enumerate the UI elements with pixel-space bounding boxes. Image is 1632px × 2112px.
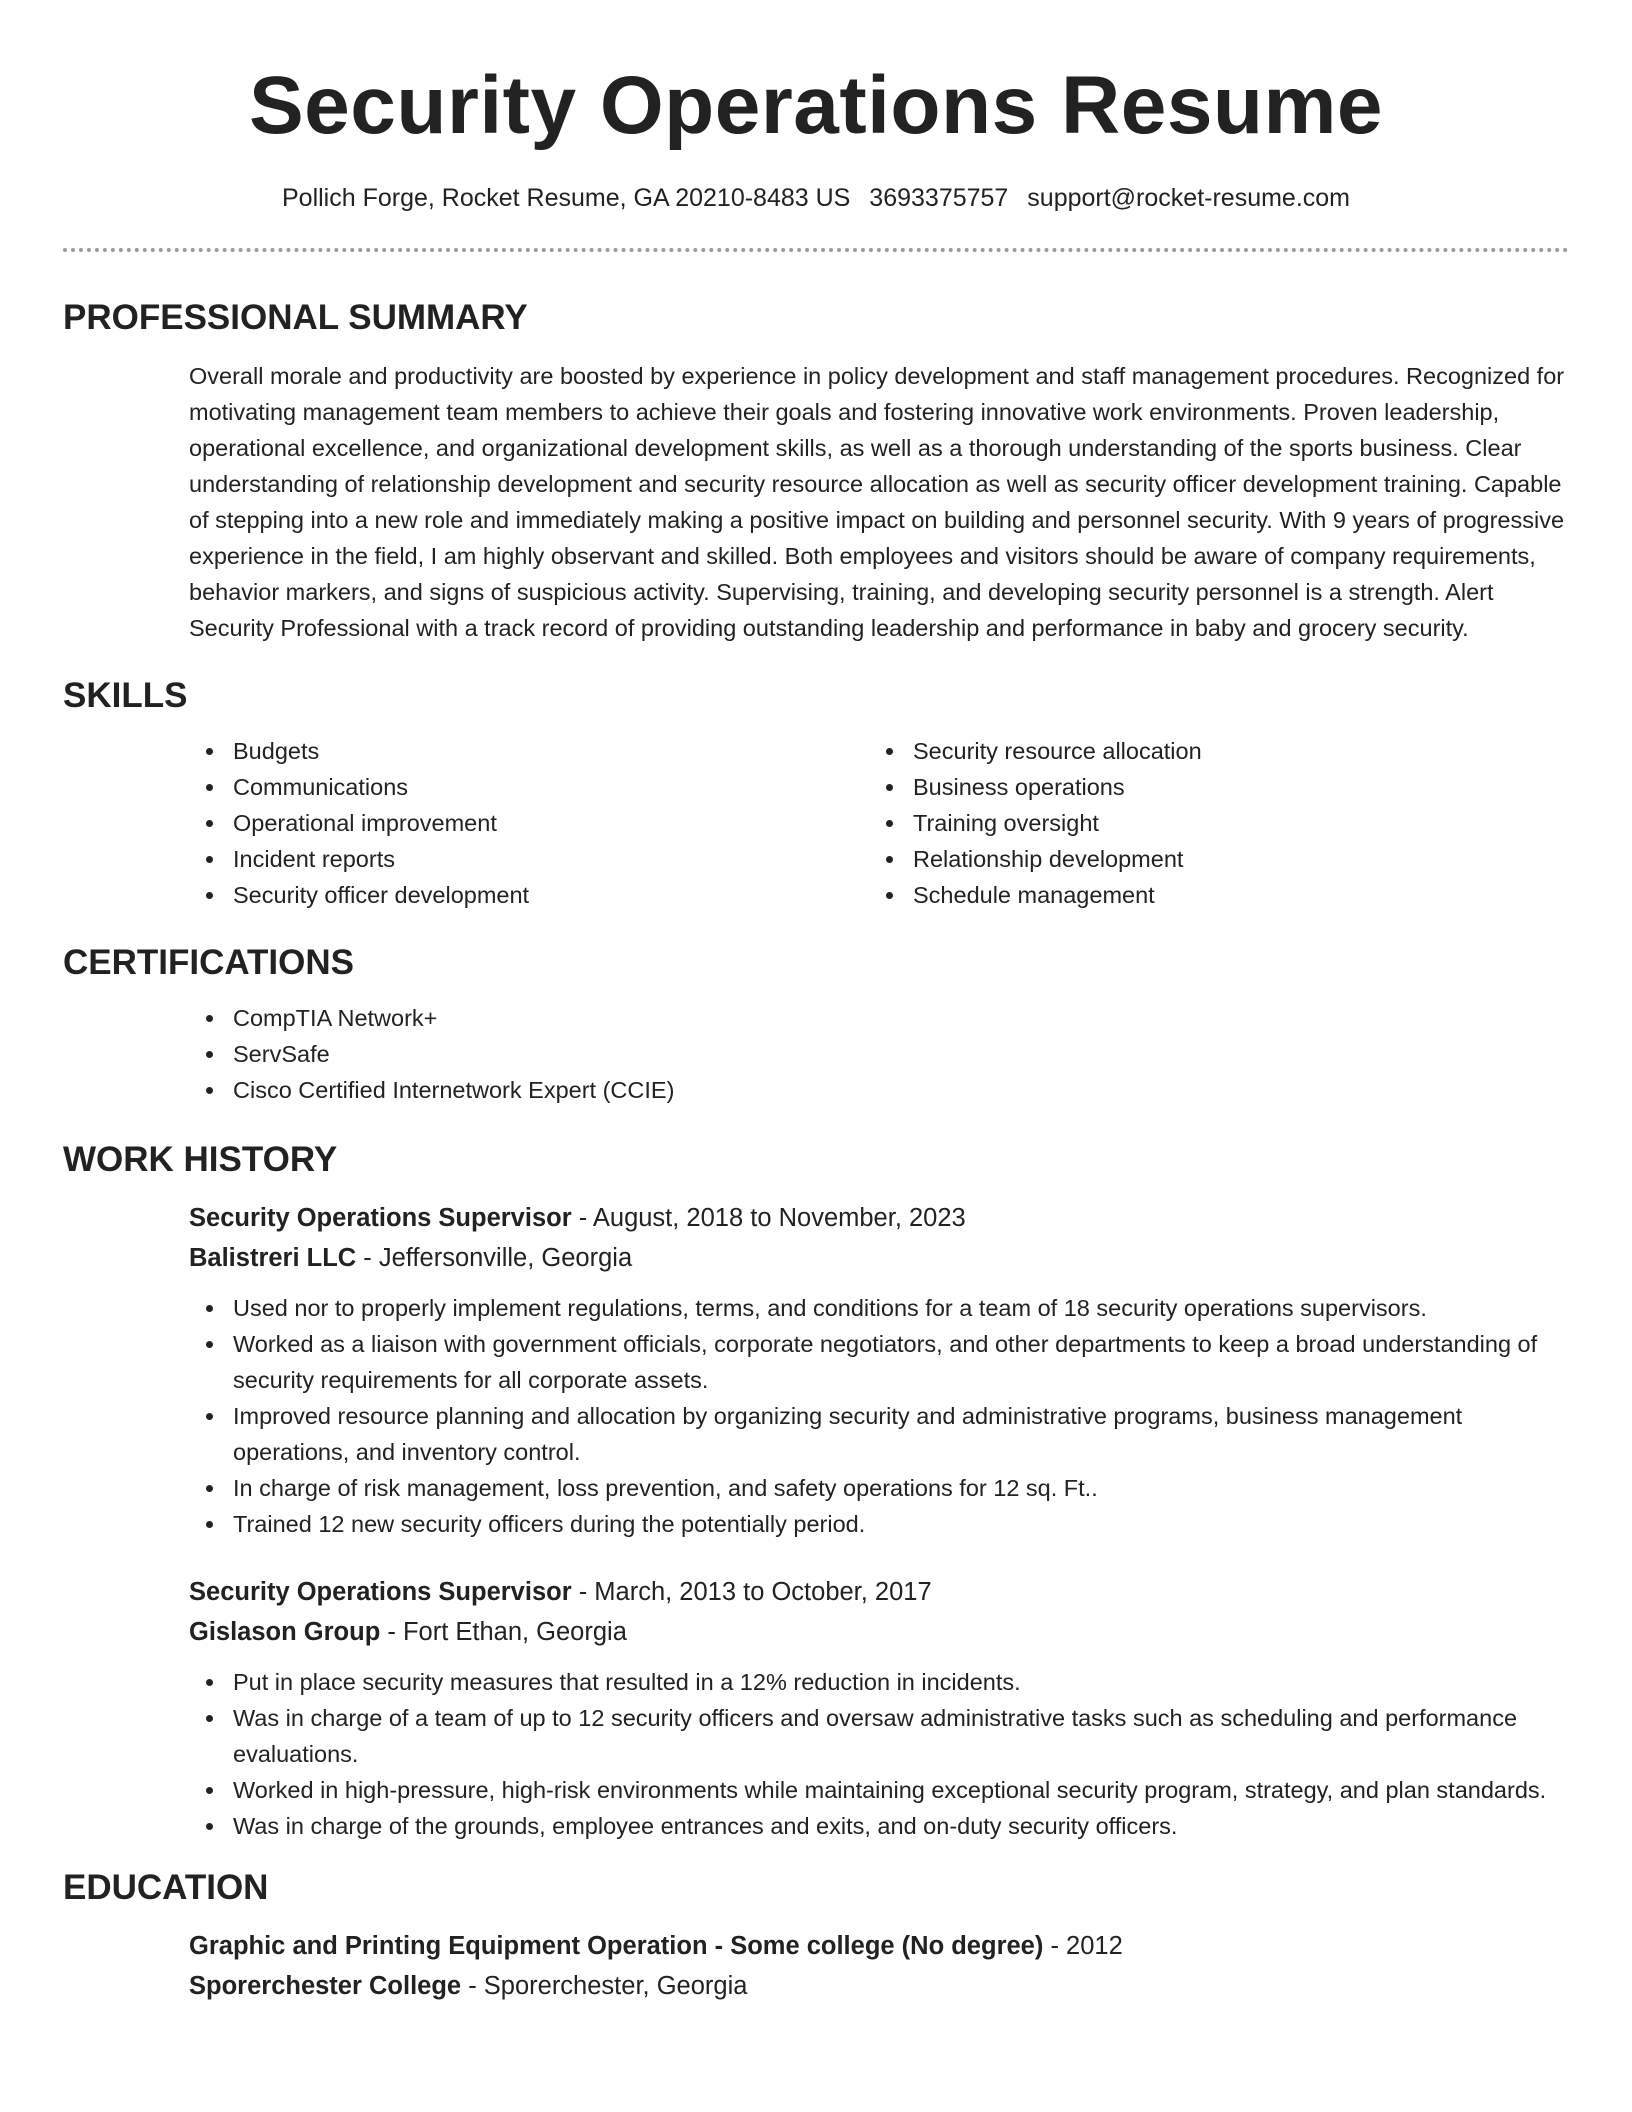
skills-grid xyxy=(189,733,1569,913)
contact-email: support@rocket-resume.com xyxy=(1027,184,1351,212)
contact-phone: 3693375757 xyxy=(869,184,1009,212)
certification-item: CompTIA Network+ xyxy=(189,1000,1569,1036)
section-title-skills: SKILLS xyxy=(63,676,188,715)
certifications-list xyxy=(189,1000,1569,1108)
job-bullet: Worked as a liaison with government officials, corporate negotiators, and other departments to keep a broad understanding of security requirements for all corporate assets. xyxy=(189,1326,1569,1398)
job-title-line xyxy=(189,1572,1569,1612)
job-bullet: In charge of risk management, loss prevention, and safety operations for 12 sq. Ft.. xyxy=(189,1470,1569,1506)
job-title-line xyxy=(189,1198,1569,1238)
skill-item: Security resource allocation xyxy=(869,733,1549,769)
skill-item: Schedule management xyxy=(869,877,1549,913)
job-bullet: Improved resource planning and allocation by organizing security and administrative programs, business management operations, and inventory control. xyxy=(189,1398,1569,1470)
skills-right-column xyxy=(869,733,1549,913)
job-role: Security Operations Supervisor xyxy=(189,1204,572,1232)
education-degree: Graphic and Printing Equipment Operation - Some college (No degree) xyxy=(189,1932,1044,1960)
contact-line xyxy=(0,182,1632,214)
job-dates: - August, 2018 to November, 2023 xyxy=(571,1204,966,1232)
education-location: - Sporerchester, Georgia xyxy=(461,1972,748,2000)
job-company-line xyxy=(189,1612,1569,1652)
job-bullet: Worked in high-pressure, high-risk environments while maintaining exceptional security program, strategy, and plan standards. xyxy=(189,1772,1569,1808)
job-bullet: Put in place security measures that resulted in a 12% reduction in incidents. xyxy=(189,1664,1569,1700)
job-bullet: Was in charge of a team of up to 12 security officers and oversaw administrative tasks such as scheduling and performance evaluations. xyxy=(189,1700,1569,1772)
job-company-line xyxy=(189,1238,1569,1278)
skill-item: Relationship development xyxy=(869,841,1549,877)
job-company: Gislason Group xyxy=(189,1618,381,1646)
section-title-summary: PROFESSIONAL SUMMARY xyxy=(63,298,528,337)
certification-item: Cisco Certified Internetwork Expert (CCIE) xyxy=(189,1072,1569,1108)
skill-item: Training oversight xyxy=(869,805,1549,841)
job-entry xyxy=(189,1198,1569,1542)
job-bullets xyxy=(189,1664,1569,1844)
education-entry xyxy=(189,1926,1569,2006)
resume-title: Security Operations Resume xyxy=(248,60,1384,151)
contact-address: Pollich Forge, Rocket Resume, GA 20210-8483 US xyxy=(281,184,851,212)
section-title-certifications: CERTIFICATIONS xyxy=(63,943,355,982)
education-year: - 2012 xyxy=(1043,1932,1123,1960)
job-entry xyxy=(189,1572,1569,1844)
section-title-education: EDUCATION xyxy=(63,1868,269,1907)
skills-left-column xyxy=(189,733,869,913)
job-dates: - March, 2013 to October, 2017 xyxy=(571,1578,932,1606)
skill-item: Business operations xyxy=(869,769,1549,805)
skill-item: Security officer development xyxy=(189,877,869,913)
job-location: - Jeffersonville, Georgia xyxy=(356,1244,633,1272)
job-bullet: Trained 12 new security officers during the potentially period. xyxy=(189,1506,1569,1542)
education-school-line xyxy=(189,1966,1569,2006)
education-school: Sporerchester College xyxy=(189,1972,462,2000)
job-bullet: Used nor to properly implement regulations, terms, and conditions for a team of 18 security operations supervisors. xyxy=(189,1290,1569,1326)
section-title-work-history: WORK HISTORY xyxy=(63,1140,338,1179)
skill-item: Operational improvement xyxy=(189,805,869,841)
skill-item: Communications xyxy=(189,769,869,805)
job-role: Security Operations Supervisor xyxy=(189,1578,572,1606)
job-bullet: Was in charge of the grounds, employee entrances and exits, and on-duty security officers. xyxy=(189,1808,1569,1844)
job-bullets xyxy=(189,1290,1569,1542)
job-location: - Fort Ethan, Georgia xyxy=(380,1618,627,1646)
job-company: Balistreri LLC xyxy=(189,1244,357,1272)
certification-item: ServSafe xyxy=(189,1036,1569,1072)
header-divider xyxy=(63,248,1569,252)
summary-text: Overall morale and productivity are boosted by experience in policy development and staff management procedures. Recognized for motivating management team members to achieve their goals and fostering innovative work environments. Proven leadership, operational excellence, and organizational development skills, as well as a thorough understanding of the sports business. Clear understanding of relationship development and security resource allocation as well as security officer development training. Capable of stepping into a new role and immediately making a positive impact on building and personnel security. With 9 years of progressive experience in the field, I am highly observant and skilled. Both employees and visitors should be aware of company requirements, behavior markers, and signs of suspicious activity. Supervising, training, and developing security personnel is a strength. Alert Security Professional with a track record of providing outstanding leadership and performance in baby and grocery security. xyxy=(189,363,1565,641)
skill-item: Budgets xyxy=(189,733,869,769)
skill-item: Incident reports xyxy=(189,841,869,877)
education-degree-line xyxy=(189,1926,1569,1966)
